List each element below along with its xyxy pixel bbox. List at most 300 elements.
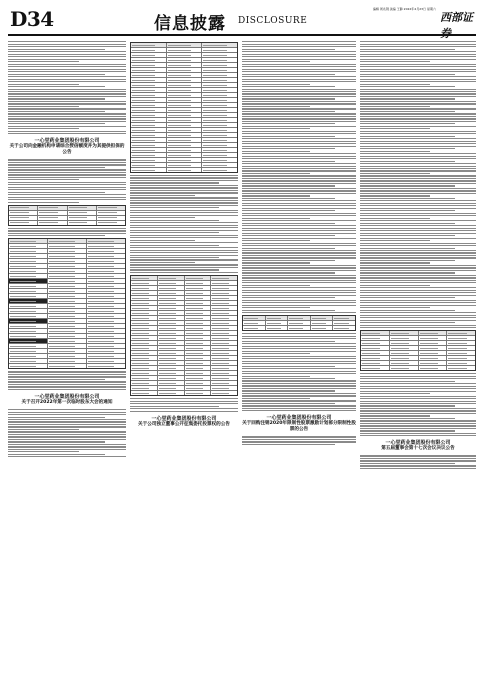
table-cell [158,316,185,320]
text-line [360,230,476,231]
text-line [130,242,238,243]
table-cell [202,103,237,107]
text-line [130,237,238,238]
table-cell [158,376,185,380]
table-cell [202,153,237,157]
text-line [8,106,79,107]
text-line [242,233,356,234]
text-line [8,439,126,440]
text-line [242,151,310,152]
table-cell [447,341,475,345]
table-cell [158,361,185,365]
text-line [130,250,238,251]
table-cell [390,341,419,345]
text-line [8,376,126,377]
table-cell [131,93,167,97]
table-cell [211,391,237,395]
text-line [8,162,126,163]
text-line [360,175,476,176]
text-line [8,103,126,104]
text-line [242,282,356,283]
text-line [8,98,105,99]
text-line [360,84,430,85]
text-line [242,200,356,201]
table-cell [158,391,185,395]
text-line [8,412,126,413]
table-cell [419,346,448,350]
text-line [360,297,455,298]
table-cell [158,381,185,385]
table-cell [266,326,289,330]
notice-company: 一心堂药业集团股份有限公司 [385,440,451,447]
table-cell [38,211,67,215]
notice-company: 一心堂药业集团股份有限公司 [34,394,100,401]
table-cell [48,354,87,358]
column-4 [360,40,476,694]
table-cell [131,98,167,102]
text-line [360,248,455,249]
text-line [242,444,335,445]
table-cell [211,281,237,285]
text-line [360,106,430,107]
table-cell [131,336,158,340]
table-cell [202,143,237,147]
text-line [360,195,430,196]
text-line [242,163,356,164]
text-line [8,59,126,60]
table-cell [202,63,237,67]
table-cell [167,163,203,167]
text-line [242,307,310,308]
table-cell [9,244,48,248]
data-table [130,275,238,396]
text-line [8,389,126,390]
text-line [242,220,356,221]
text-line [242,185,335,186]
text-line [360,133,476,134]
table-cell [185,361,212,365]
table-cell [9,334,48,338]
table-cell [131,58,167,62]
text-line [242,280,356,281]
text-line [242,188,356,189]
table-cell [211,356,237,360]
table-cell [9,269,48,273]
text-line [8,374,126,375]
text-line [360,262,430,263]
text-line [8,441,105,442]
table-cell [185,321,212,325]
text-line [360,93,476,94]
table-cell [87,259,125,263]
text-line [360,435,476,436]
text-line [242,148,335,149]
table-cell [185,316,212,320]
text-line [242,91,356,92]
table-cell [87,349,125,353]
table-cell [333,321,355,325]
table-cell [211,286,237,290]
text-line [360,205,476,206]
text-line [360,235,455,236]
text-line [8,79,126,80]
table-cell [48,319,87,323]
table-cell [158,351,185,355]
table-cell [87,309,125,313]
table-cell [158,321,185,325]
text-line [360,327,476,328]
text-line [242,363,356,364]
table-cell [419,351,448,355]
text-line [360,396,476,397]
table-cell [131,83,167,87]
table-cell [167,103,203,107]
text-line [8,126,126,127]
table-cell [131,301,158,305]
text-line [8,446,126,447]
text-line [130,200,238,201]
text-line [242,252,356,253]
table-cell [9,284,48,288]
table-cell [390,351,419,355]
text-line [242,255,356,256]
table-cell [48,349,87,353]
table-row [361,366,475,370]
table-cell [48,284,87,288]
text-line [130,272,238,273]
table-cell [167,93,203,97]
text-line [242,46,356,47]
table-cell [167,113,203,117]
text-line [360,260,455,261]
text-line [8,71,126,72]
text-line [360,381,455,382]
text-line [8,202,79,203]
table-cell [390,331,419,335]
table-cell [9,359,48,363]
table-cell [185,346,212,350]
table-cell [9,304,48,308]
text-line [8,449,126,450]
text-line [360,403,476,404]
text-line [360,200,476,201]
text-line [130,197,238,198]
text-line [242,265,356,266]
table-cell [131,381,158,385]
table-row [9,221,125,225]
table-cell [266,321,289,325]
table-cell [87,239,125,243]
table-cell [158,346,185,350]
table-cell [185,286,212,290]
text-line [360,185,455,186]
text-line [242,388,356,389]
text-line [242,393,356,394]
table-cell [202,73,237,77]
text-line [242,156,356,157]
text-line [360,383,476,384]
text-line [242,71,356,72]
text-line [242,366,335,367]
text-line [242,295,356,296]
table-cell [131,78,167,82]
table-cell [167,108,203,112]
text-line [242,292,356,293]
text-line [8,113,126,114]
notice-company: 一心堂药业集团股份有限公司 [151,415,217,422]
table-cell [9,344,48,348]
text-line [242,257,356,258]
table-cell [185,306,212,310]
text-line [360,430,455,431]
text-line [8,56,126,57]
table-cell [38,216,67,220]
table-cell [447,331,475,335]
text-line [8,451,79,452]
table-cell [167,63,203,67]
text-line [360,208,476,209]
text-line [242,380,356,381]
table-cell [131,48,167,52]
table-cell [131,366,158,370]
table-cell [158,301,185,305]
table-cell [131,276,158,280]
table-row [131,391,237,395]
text-line [8,182,126,183]
text-line [360,121,476,122]
table-cell [202,148,237,152]
text-line [8,419,126,420]
text-line [242,439,356,440]
text-line [242,133,356,134]
text-line [242,203,356,204]
text-line [360,141,476,142]
table-cell [288,316,311,320]
table-cell [202,43,237,47]
text-line [242,61,310,62]
table-cell [202,83,237,87]
table-cell [202,128,237,132]
text-line [242,153,356,154]
text-line [242,405,356,406]
text-line [242,170,356,171]
table-cell [202,108,237,112]
table-cell [211,316,237,320]
notice-heading [8,137,126,156]
table-cell [202,53,237,57]
table-cell [48,244,87,248]
table-cell [87,339,125,343]
text-line [242,302,356,303]
table-cell [167,98,203,102]
text-line [130,227,238,228]
table-cell [158,366,185,370]
text-line [8,409,126,410]
text-line [242,356,356,357]
text-line [242,79,356,80]
table-cell [361,366,390,370]
table-cell [131,123,167,127]
table-cell [158,291,185,295]
text-line [360,156,476,157]
text-line [130,192,238,193]
text-line [242,141,356,142]
table-cell [167,58,203,62]
text-line [360,86,455,87]
text-line [130,255,238,256]
text-line [242,103,356,104]
page-header [8,4,476,40]
table-cell [211,336,237,340]
text-line [360,398,476,399]
table-cell [167,168,203,172]
text-line [360,250,476,251]
text-line [360,163,476,164]
text-line [130,220,219,221]
table-cell [361,351,390,355]
table-cell [9,216,38,220]
text-line [360,203,476,204]
table-cell [87,299,125,303]
table-cell [48,314,87,318]
text-line [8,235,105,236]
table-cell [158,386,185,390]
table-cell [185,391,212,395]
text-line [242,126,356,127]
text-line [242,175,356,176]
text-line [130,232,219,233]
text-line [242,225,356,226]
text-line [360,146,476,147]
table-cell [211,386,237,390]
table-cell [419,331,448,335]
text-line [360,81,476,82]
text-line [8,86,105,87]
text-line [360,108,476,109]
table-cell [390,346,419,350]
text-line [8,69,126,70]
page-number: D34 [10,7,54,31]
section-title: 信息披露 [154,14,226,34]
text-line [8,197,126,198]
text-line [360,166,476,167]
text-line [242,243,356,244]
text-line [8,381,126,382]
table-cell [211,371,237,375]
text-line [8,386,126,387]
table-cell [87,354,125,358]
text-line [242,168,356,169]
table-cell [131,143,167,147]
text-line [242,193,356,194]
table-cell [158,286,185,290]
table-cell [185,366,212,370]
text-line [8,164,126,165]
table-cell [87,249,125,253]
text-line [242,93,356,94]
table-cell [447,346,475,350]
text-line [242,116,356,117]
table-cell [87,344,125,348]
text-line [242,205,356,206]
text-line [360,228,476,229]
text-line [360,118,476,119]
text-line [242,403,335,404]
text-line [8,172,126,173]
text-line [360,275,476,276]
text-line [8,192,105,193]
text-line [8,189,126,190]
notice-company: 一心堂药业集团股份有限公司 [266,415,332,422]
table-cell [361,346,390,350]
text-line [242,398,310,399]
text-line [360,460,476,461]
text-line [360,287,476,288]
text-line [8,101,126,102]
table-cell [167,143,203,147]
table-cell [311,321,334,325]
table-row [243,326,355,330]
table-cell [211,376,237,380]
text-line [8,51,126,52]
text-line [360,183,476,184]
text-line [8,118,126,119]
table-cell [48,289,87,293]
text-line [130,217,195,218]
table-cell [167,123,203,127]
text-line [242,297,335,298]
table-row [9,364,125,368]
table-cell [9,364,48,368]
text-line [360,123,455,124]
table-cell [131,386,158,390]
text-line [242,376,310,377]
text-line [360,56,476,57]
text-line [242,84,310,85]
table-cell [48,324,87,328]
data-table [242,315,356,331]
table-cell [48,364,87,368]
table-cell [211,331,237,335]
text-line [242,49,335,50]
table-cell [48,344,87,348]
table-cell [419,366,448,370]
notice-title: 关于公司向金融机构申请综合授信额度并为其提供担保的公告 [9,144,125,156]
text-line [130,398,238,399]
text-line [8,417,105,418]
text-line [360,111,455,112]
text-line [242,76,356,77]
table-cell [9,294,48,298]
text-line [360,126,476,127]
text-line [8,116,126,117]
text-line [130,264,238,265]
table-cell [158,281,185,285]
text-line [242,410,356,411]
table-cell [131,133,167,137]
text-line [242,218,310,219]
text-line [130,245,219,246]
text-line [360,277,476,278]
table-cell [87,364,125,368]
text-line [360,233,476,234]
text-line [8,456,126,457]
table-cell [158,276,185,280]
text-line [360,322,455,323]
text-line [242,346,356,347]
table-cell [131,311,158,315]
table-cell [185,291,212,295]
